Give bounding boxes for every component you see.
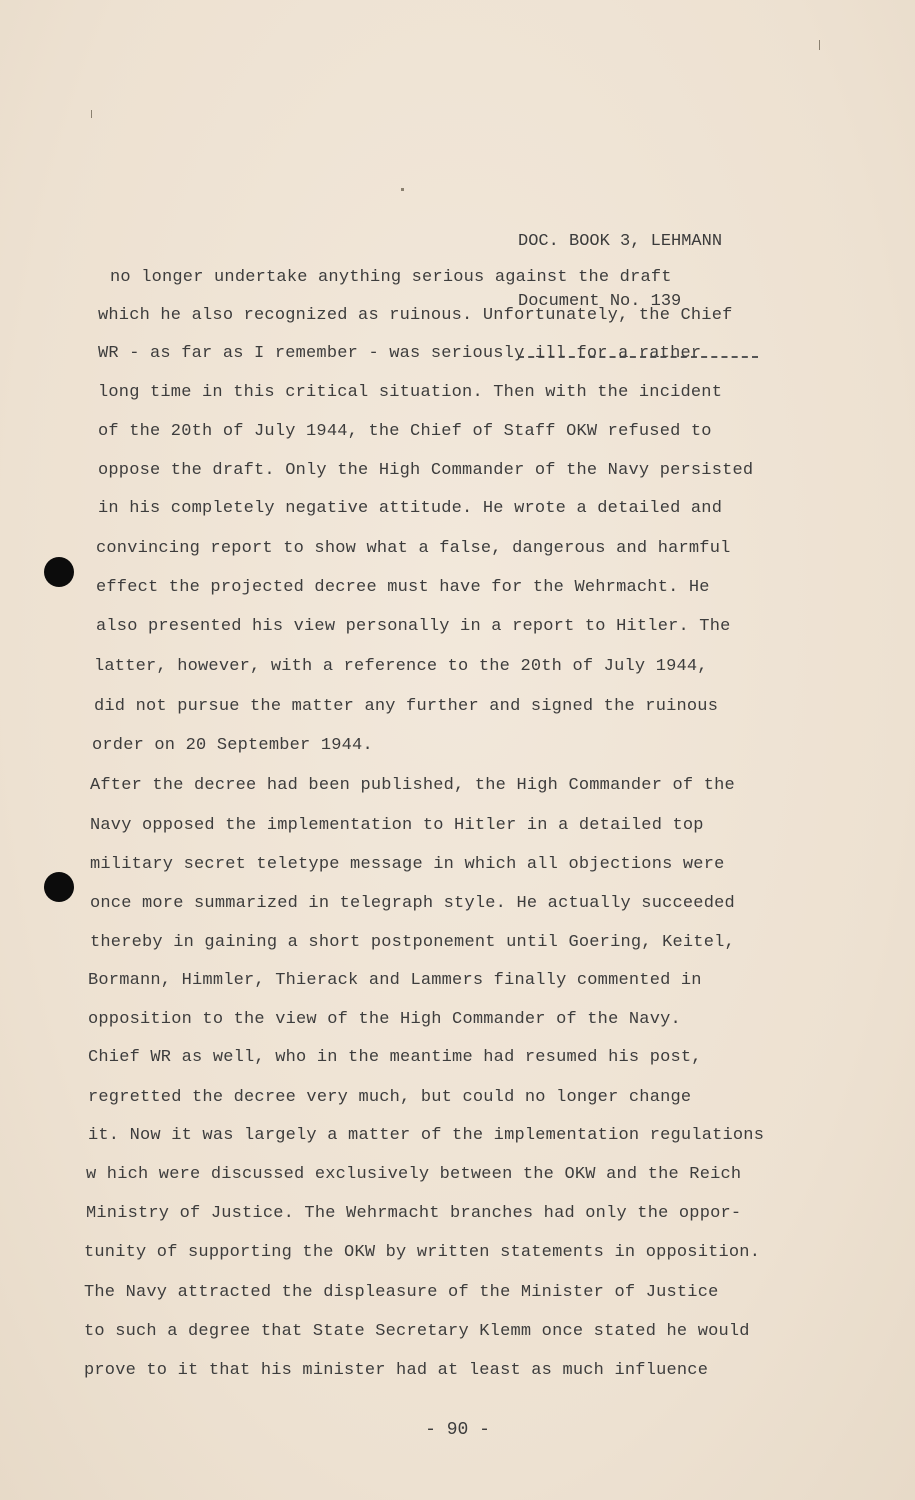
body-line: once more summarized in telegraph style. He actually succeeded (90, 894, 735, 913)
body-line: prove to it that his minister had at least as much influence (84, 1361, 709, 1380)
body-line: military secret teletype message in which all objections were (90, 855, 725, 874)
body-line: it. Now it was largely a matter of the implementation regulations (88, 1126, 765, 1145)
document-number: Document No. 139 (518, 292, 682, 311)
body-line: which he also recognized as ruinous. Unfortunately, the Chief (98, 306, 733, 325)
body-line: Navy opposed the implementation to Hitler in a detailed top (90, 816, 704, 835)
body-line: tunity of supporting the OKW by written statements in opposition. (84, 1243, 761, 1262)
body-line: opposition to the view of the High Commander of the Navy. (88, 1010, 681, 1029)
page-number: - 90 - (425, 1420, 490, 1440)
body-line: thereby in gaining a short postponement until Goering, Keitel, (90, 933, 735, 952)
body-line: oppose the draft. Only the High Commander of the Navy persisted (98, 461, 754, 480)
body-line: w hich were discussed exclusively between the OKW and the Reich (86, 1165, 742, 1184)
doc-book-label: DOC. BOOK 3, LEHMANN (518, 232, 723, 251)
punch-hole-top (44, 557, 74, 587)
body-line: long time in this critical situation. Then with the incident (98, 383, 723, 402)
body-line: WR - as far as I remember - was seriously ill for a rather (98, 344, 702, 363)
body-line: of the 20th of July 1944, the Chief of Staff OKW refused to (98, 422, 712, 441)
paper-mark (91, 110, 92, 118)
body-line: in his completely negative attitude. He wrote a detailed and (98, 499, 723, 518)
body-line: order on 20 September 1944. (92, 736, 373, 755)
body-line: After the decree had been published, the High Commander of the (90, 776, 735, 795)
body-line: convincing report to show what a false, dangerous and harmful (96, 539, 731, 558)
body-line: Bormann, Himmler, Thierack and Lammers finally commented in (88, 971, 702, 990)
body-line: effect the projected decree must have for the Wehrmacht. He (96, 578, 710, 597)
body-line: latter, however, with a reference to the 20th of July 1944, (94, 657, 708, 676)
paper-mark (819, 40, 820, 50)
body-line: The Navy attracted the displeasure of the Minister of Justice (84, 1283, 719, 1302)
body-line: Ministry of Justice. The Wehrmacht branches had only the oppor- (86, 1204, 742, 1223)
body-line: also presented his view personally in a report to Hitler. The (96, 617, 731, 636)
body-line: did not pursue the matter any further and signed the ruinous (94, 697, 719, 716)
paper-mark (401, 188, 404, 191)
body-line: regretted the decree very much, but could no longer change (88, 1088, 692, 1107)
document-header (518, 192, 758, 398)
body-line: Chief WR as well, who in the meantime had resumed his post, (88, 1048, 702, 1067)
punch-hole-bottom (44, 872, 74, 902)
body-line: no longer undertake anything serious against the draft (110, 268, 672, 287)
body-line: to such a degree that State Secretary Klemm once stated he would (84, 1322, 750, 1341)
